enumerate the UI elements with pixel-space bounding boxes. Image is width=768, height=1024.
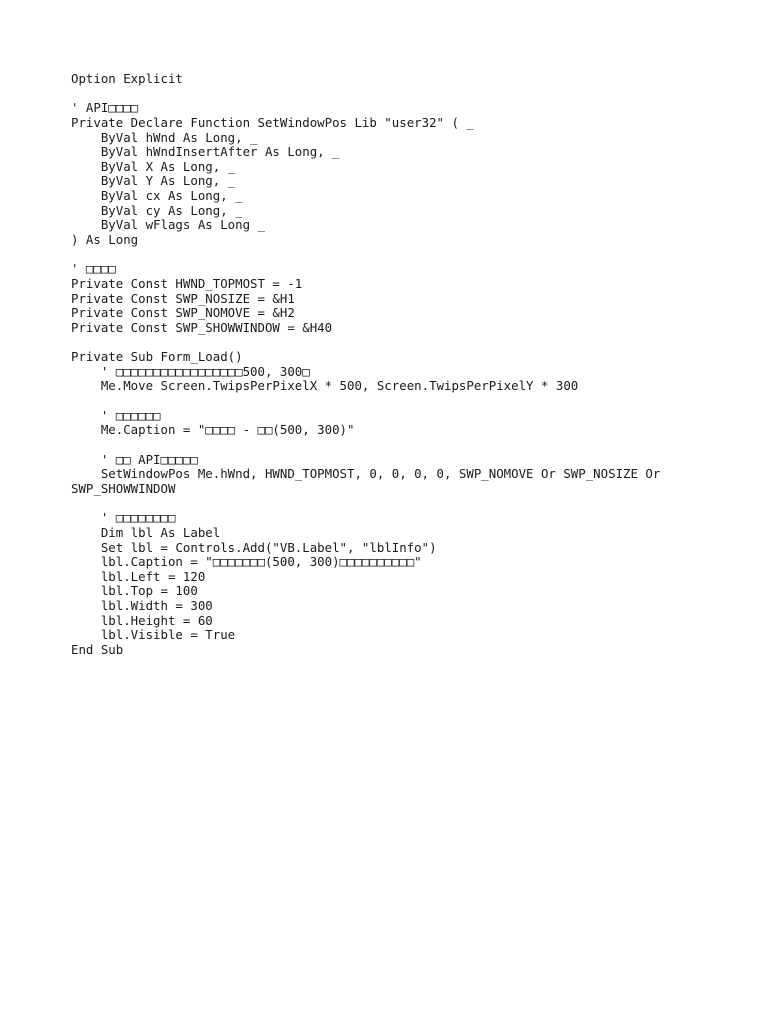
blank-line <box>71 438 751 453</box>
code-line: ByVal wFlags As Long _ <box>71 217 265 233</box>
code-line: ByVal X As Long, _ <box>71 158 236 174</box>
code-line: ' □□□□ <box>71 261 116 277</box>
code-line: Private Const SWP_SHOWWINDOW = &H40 <box>71 319 333 335</box>
code-line: Me.Move Screen.TwipsPerPixelX * 500, Screen.TwipsPerPixelY * 300 <box>71 378 579 394</box>
code-line: ByVal cx As Long, _ <box>71 188 243 204</box>
code-line: Set lbl = Controls.Add("VB.Label", "lblInfo") <box>71 539 437 555</box>
code-line: Private Const SWP_NOSIZE = &H1 <box>71 290 295 306</box>
blank-line <box>71 248 751 263</box>
code-line: ByVal Y As Long, _ <box>71 173 236 189</box>
code-line: ' □□□□□□□□ <box>71 510 176 526</box>
code-line: ByVal cy As Long, _ <box>71 202 243 218</box>
code-line: Private Declare Function SetWindowPos Lib "user32" ( _ <box>71 114 474 130</box>
code-line: lbl.Width = 300 <box>71 598 213 614</box>
code-line: lbl.Visible = True <box>71 627 236 643</box>
code-line: ' □□ API□□□□□ <box>71 451 198 467</box>
blank-line <box>71 394 751 409</box>
code-line: SetWindowPos Me.hWnd, HWND_TOPMOST, 0, 0, 0, 0, SWP_NOMOVE Or SWP_NOSIZE Or <box>71 466 661 482</box>
code-line: ' API□□□□ <box>71 100 139 116</box>
blank-line <box>71 497 751 512</box>
code-line: ' □□□□□□ <box>71 407 161 423</box>
code-line: ) As Long <box>71 232 139 248</box>
code-line: ' □□□□□□□□□□□□□□□□□500, 300□ <box>71 363 310 379</box>
code-line: Private Sub Form_Load() <box>71 349 243 365</box>
code-line: SWP_SHOWWINDOW <box>71 480 176 496</box>
code-line: ByVal hWnd As Long, _ <box>71 129 258 145</box>
code-line: Private Const SWP_NOMOVE = &H2 <box>71 305 295 321</box>
code-line: ByVal hWndInsertAfter As Long, _ <box>71 144 340 160</box>
blank-line <box>71 336 751 351</box>
code-line: lbl.Left = 120 <box>71 568 206 584</box>
code-line: Me.Caption = "□□□□ - □□(500, 300)" <box>71 422 355 438</box>
code-listing <box>71 72 751 658</box>
blank-line <box>71 87 751 102</box>
code-line: Private Const HWND_TOPMOST = -1 <box>71 275 303 291</box>
code-line: End Sub <box>71 641 124 657</box>
code-line: Dim lbl As Label <box>71 524 221 540</box>
code-line: lbl.Top = 100 <box>71 583 198 599</box>
code-line: Option Explicit <box>71 71 183 86</box>
code-line: lbl.Caption = "□□□□□□□(500, 300)□□□□□□□□□□" <box>71 554 422 570</box>
code-line: lbl.Height = 60 <box>71 612 213 628</box>
